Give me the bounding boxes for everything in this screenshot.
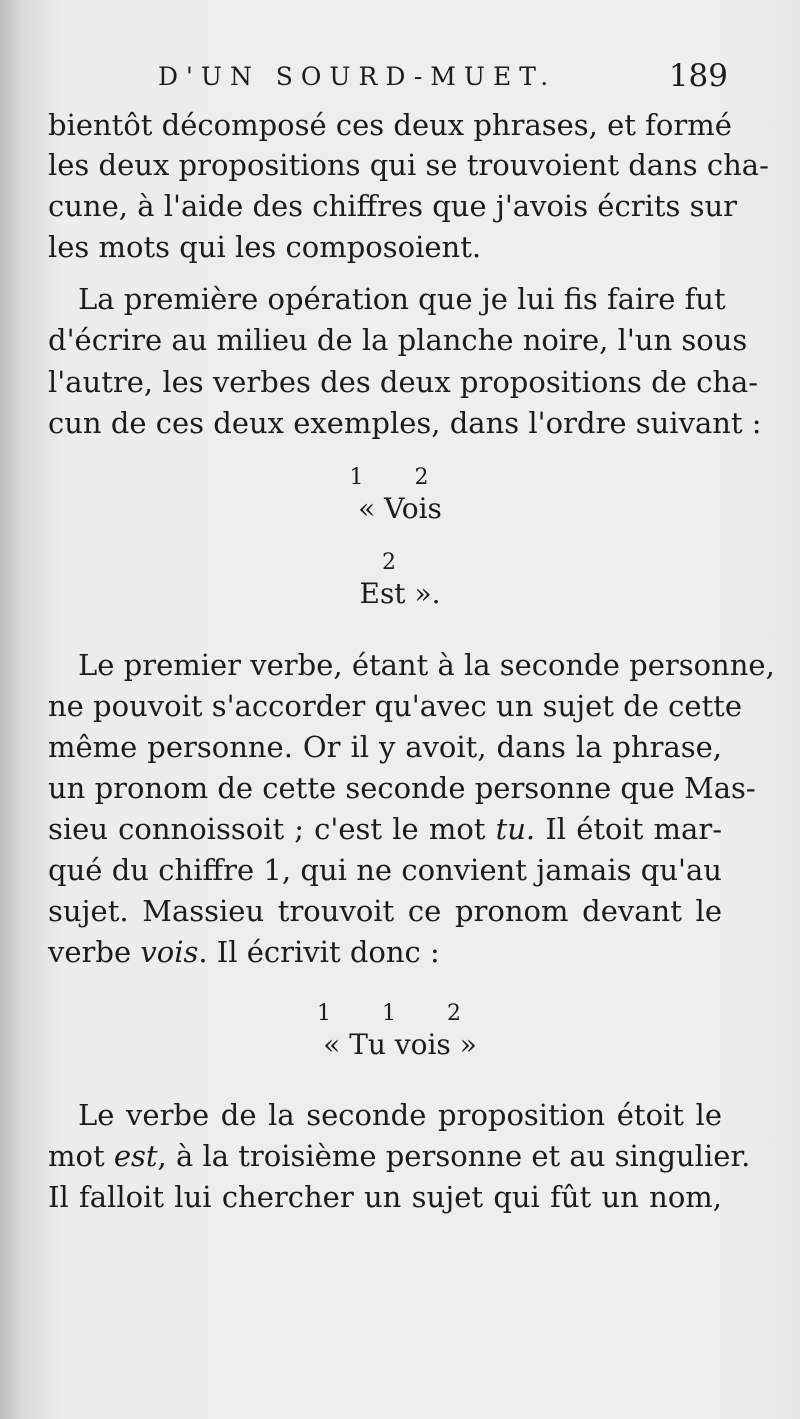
example-numbers: 1 1 2: [317, 1001, 483, 1026]
text-line: [48, 1136, 751, 1176]
italic-word: tu.: [495, 812, 536, 846]
text-line: ne pouvoit s'accorder qu'avec un sujet de cette: [48, 689, 742, 723]
italic-word: vois: [140, 935, 199, 969]
example-word: « Vois: [358, 492, 442, 525]
example-numbers: 2: [382, 550, 418, 575]
text-line: sujet. Massieu trouvoit ce pronom devant le: [48, 894, 722, 928]
text-segment: . Il écrivit donc :: [198, 935, 440, 969]
text-line: d'écrire au milieu de la planche noire, l'un sous: [48, 323, 748, 357]
example-words: « Tu vois »: [323, 1028, 477, 1061]
italic-word: est: [113, 1139, 158, 1173]
text-line: [48, 809, 722, 849]
text-line: même personne. Or il y avoit, dans la phrase,: [48, 730, 722, 764]
text-segment: verbe: [48, 935, 132, 969]
text-line: les mots qui les composoient.: [48, 230, 482, 264]
text-line: Le premier verbe, étant à la seconde personne,: [78, 648, 775, 682]
text-segment: Il étoit mar-: [545, 812, 723, 846]
running-title: D'UN SOURD-MUET.: [158, 62, 557, 91]
text-line: cune, à l'aide des chiffres que j'avois écrits sur: [48, 189, 738, 223]
running-head: [48, 56, 728, 96]
text-line: les deux propositions qui se trouvoient dans cha-: [48, 148, 769, 182]
text-line: l'autre, les verbes des deux propositions de cha-: [48, 365, 759, 399]
text-line: un pronom de cette seconde personne que Mas-: [48, 771, 756, 805]
text-segment: , à la troisième personne et au singulier.: [157, 1139, 751, 1173]
text-line: cun de ces deux exemples, dans l'ordre suivant :: [48, 406, 762, 440]
text-line: La première opération que je lui fis faire fut: [78, 282, 726, 316]
text-line: bientôt décomposé ces deux phrases, et formé: [48, 108, 732, 142]
text-line: Le verbe de la seconde proposition étoit le: [78, 1098, 722, 1132]
text-segment: mot: [48, 1139, 105, 1173]
text-line: [48, 932, 440, 972]
text-segment: sieu connoissoit ; c'est le mot: [48, 812, 486, 846]
text-line: qué du chiffre 1, qui ne convient jamais qu'au: [48, 853, 722, 887]
example-numbers: 1 2: [349, 465, 451, 490]
text-line: Il falloit lui chercher un sujet qui fût un nom,: [48, 1180, 722, 1214]
page-number: 189: [668, 58, 728, 94]
example-word: Est ».: [359, 577, 441, 610]
